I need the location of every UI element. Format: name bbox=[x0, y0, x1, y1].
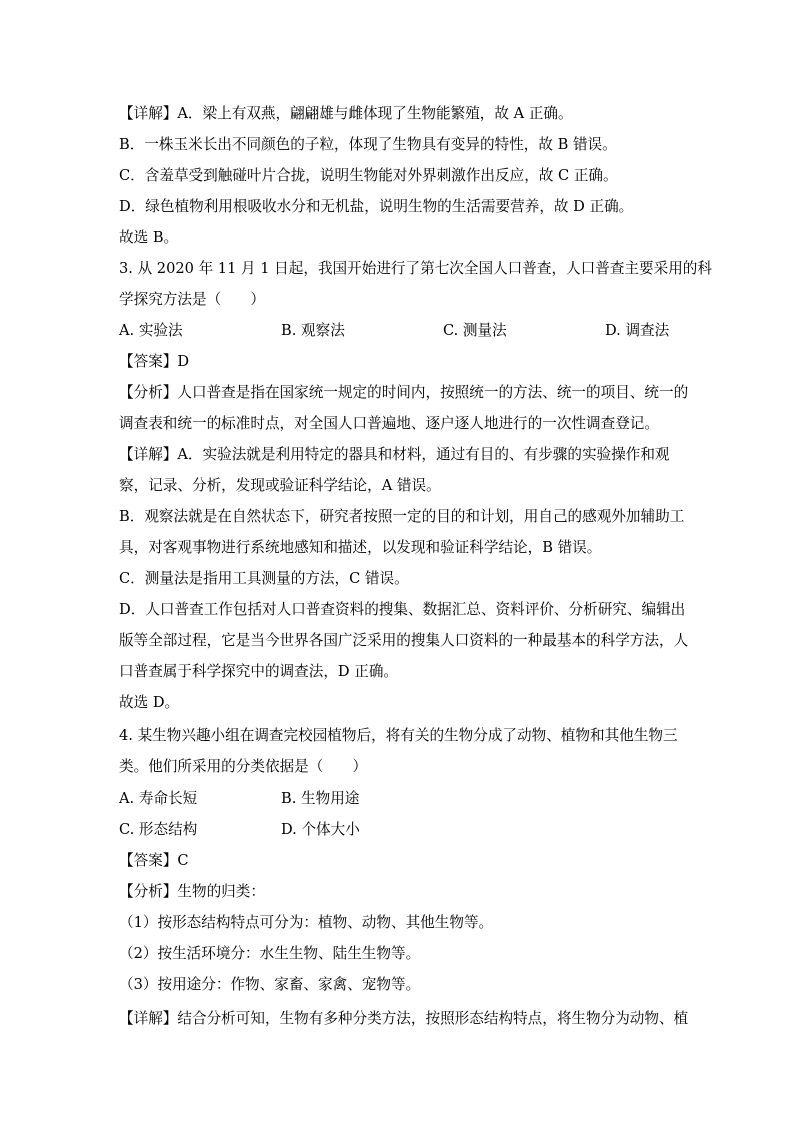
q4-option-d: D. 个体大小 bbox=[281, 821, 360, 838]
detail-line: B．一株玉米长出不同颜色的子粒，体现了生物具有变异的特性，故 B 错误。 bbox=[119, 136, 617, 153]
q4-analysis: （1）按形态结构特点可分为：植物、动物、其他生物等。 bbox=[119, 914, 494, 931]
q4-analysis: （2）按生活环境分：水生生物、陆生生物等。 bbox=[119, 945, 421, 962]
q3-conclusion: 故选 D。 bbox=[119, 694, 180, 711]
q3-option-b: B. 观察法 bbox=[281, 322, 345, 339]
q4-option-b: B. 生物用途 bbox=[281, 790, 360, 807]
q4-stem: 4. 某生物兴趣小组在调查完校园植物后，将有关的生物分成了动物、植物和其他生物三 bbox=[119, 727, 678, 744]
q3-analysis: 调查表和统一的标准时点，对全国人口普遍地、逐户逐人地进行的一次性调查登记。 bbox=[119, 415, 659, 432]
q3-detail: D．人口普查工作包括对人口普查资料的搜集、数据汇总、资料评价、分析研究、编辑出 bbox=[119, 601, 686, 618]
q3-analysis: 【分析】人口普查是指在国家统一规定的时间内，按照统一的方法、统一的项目、统一的 bbox=[119, 384, 689, 401]
q4-stem-cont: 类。他们所采用的分类依据是（ ） bbox=[119, 758, 368, 775]
q3-detail: 察，记录、分析，发现或验证科学结论，A 错误。 bbox=[119, 477, 441, 494]
q3-options bbox=[119, 321, 679, 341]
q3-stem-cont: 学探究方法是（ ） bbox=[119, 291, 265, 308]
q3-detail: B．观察法就是在自然状态下，研究者按照一定的目的和计划，用自己的感观外加辅助工 bbox=[119, 508, 685, 525]
q3-answer: 【答案】D bbox=[119, 353, 190, 370]
q4-answer: 【答案】C bbox=[119, 852, 189, 869]
q3-detail: 【详解】A．实验法就是利用特定的器具和材料，通过有目的、有步骤的实验操作和观 bbox=[119, 446, 670, 463]
q4-analysis: 【分析】生物的归类： bbox=[119, 883, 265, 900]
q4-option-c: C. 形态结构 bbox=[119, 821, 198, 838]
q3-detail: 具，对客观事物进行系统地感知和描述，以发现和验证科学结论，B 错误。 bbox=[119, 539, 602, 556]
detail-line: D．绿色植物利用根吸收水分和无机盐，说明生物的生活需要营养，故 D 正确。 bbox=[119, 198, 634, 215]
detail-line: 【详解】A．梁上有双燕，翩翩雄与雌体现了生物能繁殖，故 A 正确。 bbox=[119, 105, 573, 122]
conclusion-line: 故选 B。 bbox=[119, 229, 179, 246]
q4-analysis: （3）按用途分：作物、家畜、家禽、宠物等。 bbox=[119, 976, 421, 993]
detail-line: C．含羞草受到触碰叶片合拢，说明生物能对外界刺激作出反应，故 C 正确。 bbox=[119, 167, 618, 184]
q4-options-row2 bbox=[119, 820, 679, 840]
q4-option-a: A. 寿命长短 bbox=[119, 790, 198, 807]
q3-detail: C．测量法是指用工具测量的方法，C 错误。 bbox=[119, 570, 409, 587]
q3-detail: 版等全部过程，它是当今世界各国广泛采用的搜集人口资料的一种最基本的科学方法，人 bbox=[119, 632, 689, 649]
q3-detail: 口普查属于科学探究中的调查法，D 正确。 bbox=[119, 663, 399, 680]
q4-options-row1 bbox=[119, 789, 679, 809]
q4-detail: 【详解】结合分析可知，生物有多种分类方法，按照形态结构特点，将生物分为动物、植 bbox=[119, 1010, 689, 1027]
q3-option-a: A. 实验法 bbox=[119, 322, 183, 339]
q3-option-d: D. 调查法 bbox=[605, 322, 670, 339]
q3-option-c: C. 测量法 bbox=[443, 322, 507, 339]
q3-stem: 3. 从 2020 年 11 月 1 日起，我国开始进行了第七次全国人口普查，人口普查主要采用的科 bbox=[119, 260, 712, 277]
